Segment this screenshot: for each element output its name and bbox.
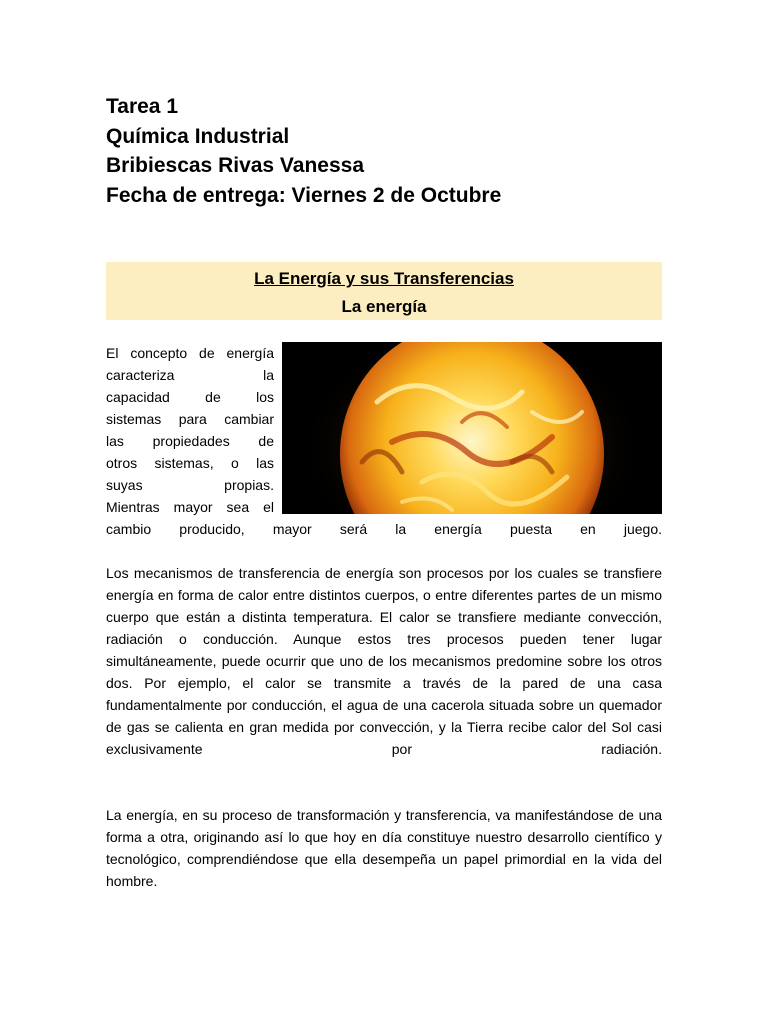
intro-continuation: cambio producido, mayor será la energía puesta en juego.: [106, 521, 662, 537]
assignment-title: Tarea 1: [106, 95, 178, 118]
intro-line: El concepto de energía: [106, 345, 274, 361]
intro-line: capacidad de los: [106, 389, 274, 405]
paragraph-transfer-mechanisms: Los mecanismos de transferencia de energía son procesos por los cuales se transfiere energía en forma de calor entre distintos cuerpos, o entre diferentes partes de un mismo cuerpo que están a distinta temperatura. El calor se transfiere mediante convección, radiación o conducción. Aunque estos tres procesos pueden tener lugar simultáneamente, puede ocurrir que uno de los mecanismos predomine sobre los otros dos. Por ejemplo, el calor se transmite a través de la pared de una casa fundamentalmente por conducción, el agua de una cacerola situada sobre un quemador de gas se calienta en gran medida por convección, y la Tierra recibe calor del Sol casi exclusivamente por radiación.: [106, 565, 662, 757]
section-title: La Energía y sus Transferencias: [254, 269, 514, 288]
due-date: Fecha de entrega: Viernes 2 de Octubre: [106, 183, 502, 207]
intro-paragraph: [106, 342, 274, 518]
section-heading-band: [106, 262, 662, 320]
intro-line: sistemas para cambiar: [106, 411, 274, 427]
sun-photo-icon: [282, 342, 662, 514]
intro-line: las propiedades de: [106, 433, 274, 449]
document-header: [106, 92, 501, 210]
intro-line: suyas propias.: [106, 477, 274, 493]
section-subtitle: La energía: [341, 297, 427, 316]
intro-line: otros sistemas, o las: [106, 455, 274, 471]
paragraph-energy-role: La energía, en su proceso de transformación y transferencia, va manifestándose de una forma a otra, originando así lo que hoy en día constituye nuestro desarrollo científico y tecnológico, comprendiéndose que ella desempeña un papel primordial en la vida del hombre.: [106, 807, 662, 889]
intro-line: caracteriza la: [106, 367, 274, 383]
course-name: Química Industrial: [106, 124, 290, 148]
student-name: Bribiescas Rivas Vanessa: [106, 154, 365, 177]
intro-line: Mientras mayor sea el: [106, 499, 274, 515]
